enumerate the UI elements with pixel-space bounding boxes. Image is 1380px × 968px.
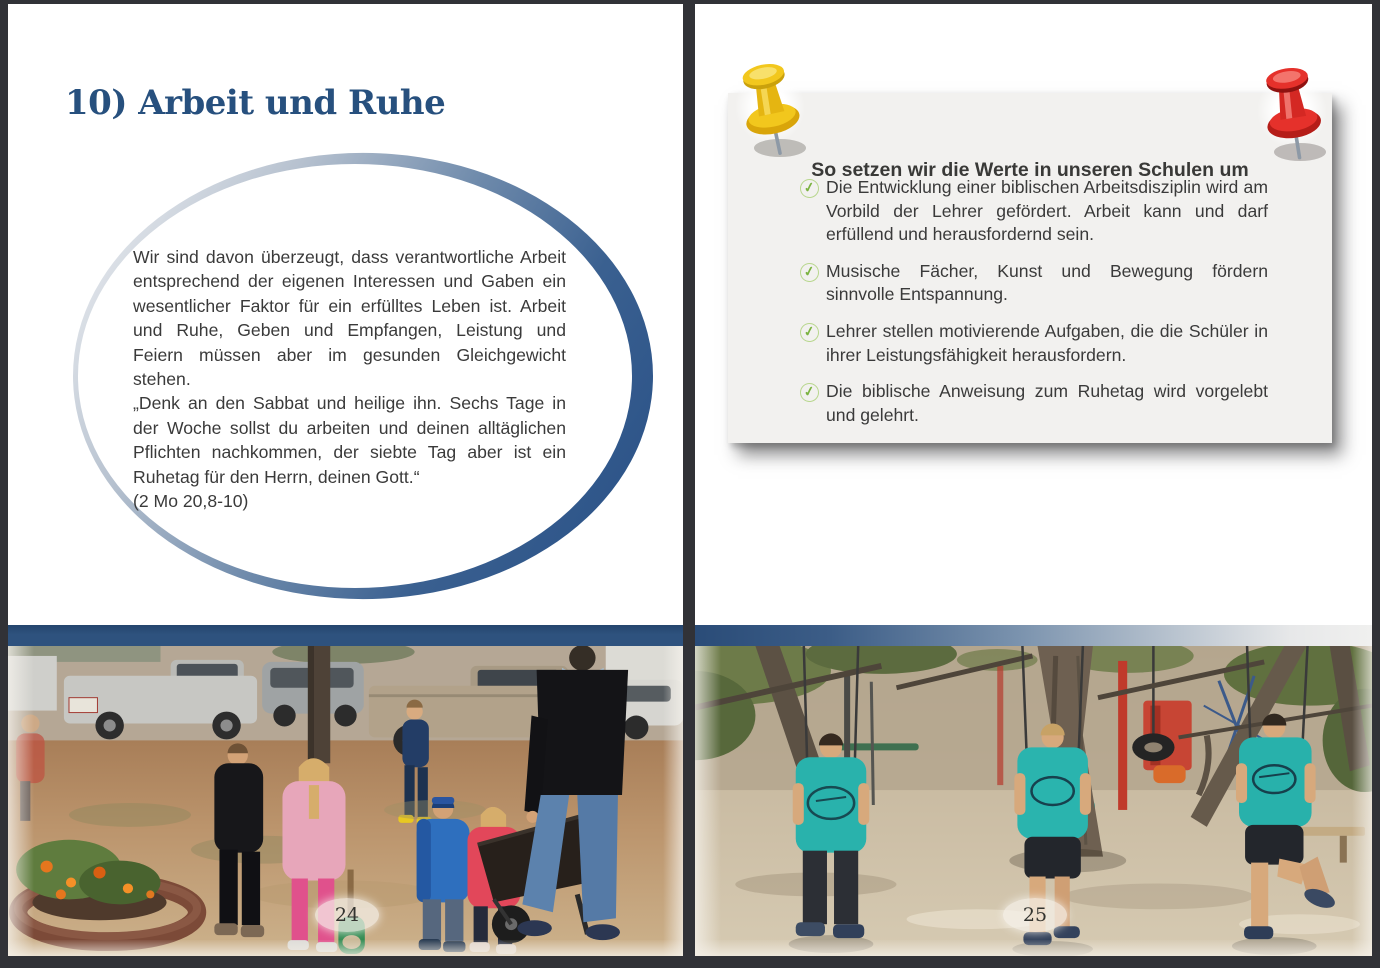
page-number-badge: 25 xyxy=(1003,898,1067,932)
photo-edge-fade xyxy=(8,646,34,956)
check-icon: ✓ xyxy=(798,382,820,404)
check-icon: ✓ xyxy=(798,321,820,343)
list-item xyxy=(800,260,1268,307)
list-item-text: Die biblische Anweisung zum Ruhetag wird vorgelebt und gelehrt. xyxy=(826,381,1268,425)
right-page xyxy=(695,4,1372,956)
values-list xyxy=(800,176,1268,440)
photo-edge-fade xyxy=(1352,646,1372,956)
divider-bar xyxy=(695,625,1372,646)
bible-quote: „Denk an den Sabbat und heilige ihn. Sechs Tage in der Woche sollst du arbeiten und deinen alltäglichen Pflichten nachkommen, der siebte Tag aber ist ein Ruhetag für den Herrn, deinen Gott.“ xyxy=(133,393,566,487)
bible-reference: (2 Mo 20,8-10) xyxy=(133,491,249,512)
photo-edge-fade xyxy=(663,646,683,956)
list-item-text: Lehrer stellen motivierende Aufgaben, die die Schüler in ihrer Leistungsfähigkeit herausfordern. xyxy=(826,320,1268,365)
list-item-text: Musische Fächer, Kunst und Bewegung fördern sinnvolle Entspannung. xyxy=(826,260,1268,305)
note-heading: So setzen wir die Werte in unseren Schulen um xyxy=(811,159,1249,182)
photo-children-swings xyxy=(695,646,1372,956)
photo-children-wheelbarrow xyxy=(8,646,683,956)
check-icon: ✓ xyxy=(798,261,820,283)
page-number-badge: 24 xyxy=(315,898,379,932)
pushpin-red-icon xyxy=(1250,48,1334,166)
photo-edge-fade xyxy=(695,646,721,956)
belief-text-block xyxy=(133,245,566,513)
page-title: 10) Arbeit und Ruhe xyxy=(65,82,446,123)
left-page xyxy=(8,4,683,956)
list-item xyxy=(800,176,1268,247)
pushpin-yellow-icon xyxy=(728,44,812,162)
photo-edge-fade xyxy=(8,940,683,956)
check-icon: ✓ xyxy=(798,177,820,199)
list-item xyxy=(800,380,1268,427)
photo-edge-fade xyxy=(695,940,1372,956)
divider-bar xyxy=(8,625,683,646)
list-item xyxy=(800,320,1268,367)
belief-paragraph: Wir sind davon überzeugt, dass verantwortliche Arbeit entsprechend der eigenen Interessen und Gaben ein wesentlicher Faktor für ein erfülltes Leben ist. Arbeit und Ruhe, Geben und Empfangen, Leistung und Feiern müssen aber im gesunden Gleichgewicht stehen. xyxy=(133,247,566,390)
list-item-text: Die Entwicklung einer biblischen Arbeitsdisziplin wird am Vorbild der Lehrer gefördert. Arbeit kann und darf erfüllend und herausfordernd sein. xyxy=(826,177,1268,245)
